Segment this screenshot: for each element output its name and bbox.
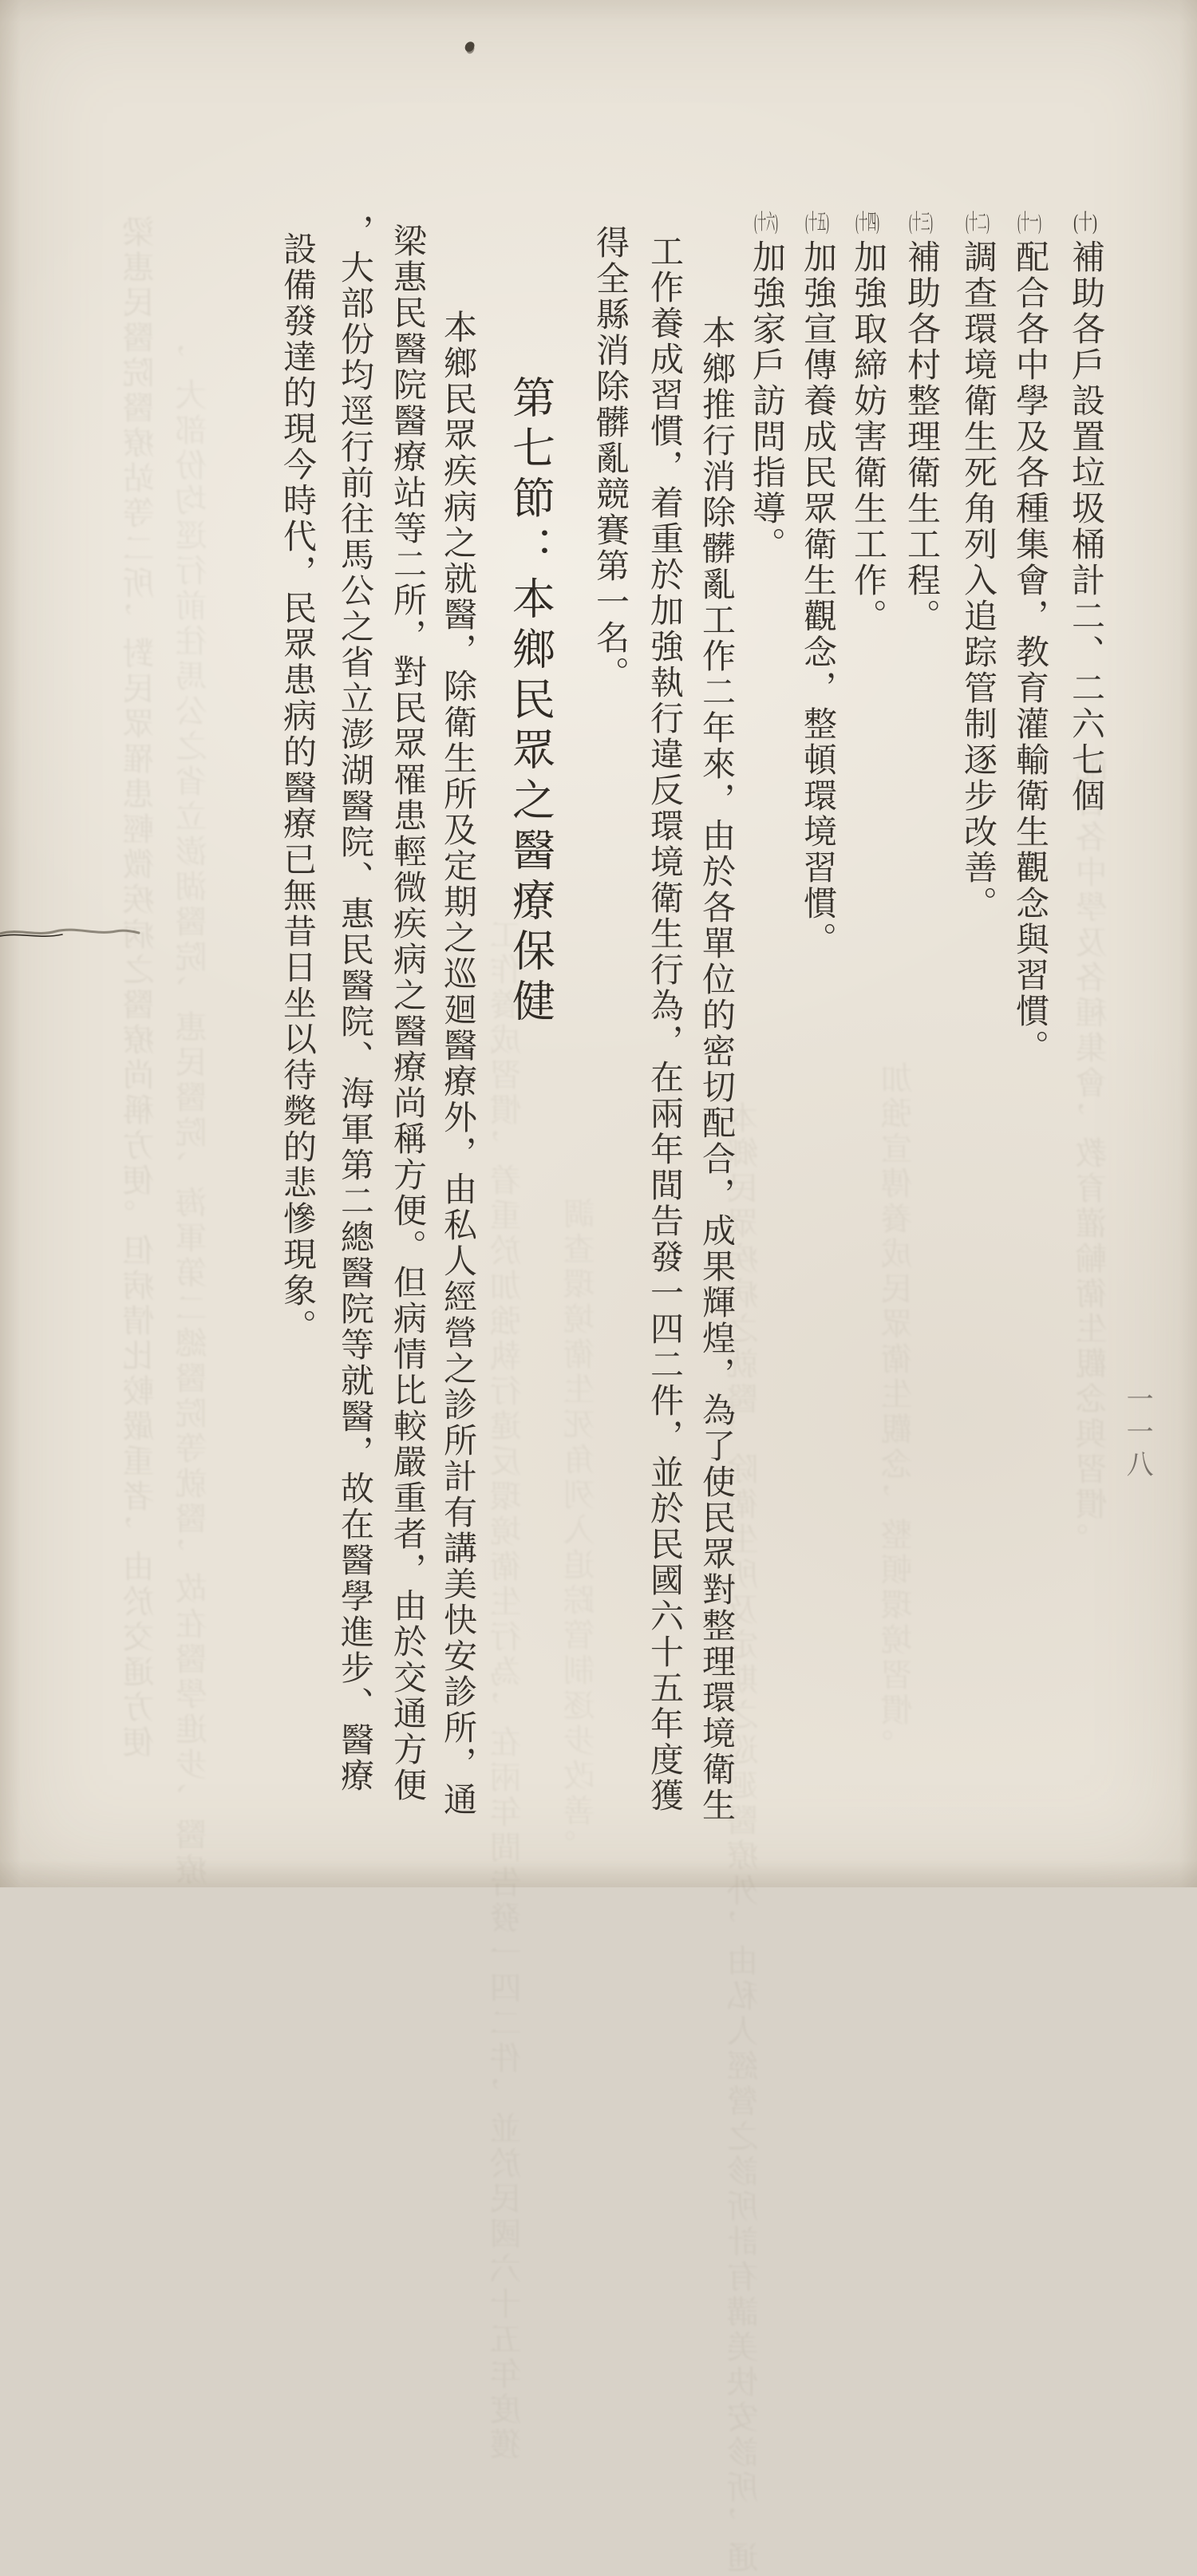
item-text: 配合各中學及各種集會，教育灌輸衛生觀念與習慣。 xyxy=(1011,239,1049,1065)
item-number: (十六) xyxy=(754,211,778,233)
item-text: 調查環境衛生死角列入追踪管制逐步改善。 xyxy=(959,239,997,922)
list-item-13 xyxy=(902,211,939,634)
list-item-12 xyxy=(958,211,996,922)
item-text: 加強取締妨害衛生工作。 xyxy=(849,239,887,634)
show-through-column: 本鄉民眾疾病之就醫，除衛生所及定期之巡廻醫療外，由私人經營之診所計有講美快安診所，通 xyxy=(727,1101,763,2576)
list-item-15 xyxy=(798,211,836,958)
item-number: (十五) xyxy=(805,211,829,233)
list-item-14 xyxy=(848,211,886,634)
paragraph1-line-2: 工作養成習慣，着重於加強執行違反環境衛生行為，在兩年間告發一四二件，並於民國六十五年度獲 xyxy=(646,234,683,1814)
show-through-column: 梁惠民醫院醫療站等二所，對民眾罹患輕微疾病之醫療尚稱方便。但病情比較嚴重者，由於交通方便 xyxy=(123,215,159,1760)
show-through-column: ，大部份均逕行前往馬公之省立澎湖醫院、惠民醫院、海軍第二總醫院等就醫，故在醫學進步、醫療 xyxy=(176,343,211,1888)
paper-tear xyxy=(0,916,140,950)
paragraph1-line-1: 本鄉推行消除髒亂工作二年來，由於各單位的密切配合，成果輝煌，為了使民眾對整理環境衛生 xyxy=(697,315,735,1823)
paragraph2-line-1: 本鄉民眾疾病之就醫，除衛生所及定期之巡廻醫療外，由私人經營之診所計有講美快安診所，通 xyxy=(439,310,476,1818)
item-text: 補助各村整理衛生工程。 xyxy=(903,239,940,634)
page-number: 一一八 xyxy=(1122,1385,1152,1483)
item-number: (十) xyxy=(1073,211,1097,233)
show-through-column: 工作養成習慣，着重於加強執行違反環境衛生行為，在兩年間告發一四二件，並於民國六十五年度獲 xyxy=(490,918,526,2463)
item-text: 補助各戶設置垃圾桶計二、二六七個 xyxy=(1067,239,1104,814)
item-number: (十一) xyxy=(1017,211,1041,233)
paragraph1-line-3: 得全縣消除髒亂競賽第一名。 xyxy=(591,225,629,692)
show-through-column: 調查環境衛生死角列入追踪管制逐步改善。 xyxy=(563,1197,599,1864)
item-text: 加強宣傳養成民眾衛生觀念，整頓環境習慣。 xyxy=(799,239,836,958)
list-item-16 xyxy=(747,211,784,563)
list-item-10 xyxy=(1066,211,1104,814)
item-number: (十三) xyxy=(909,211,933,233)
show-through-column: 加強宣傳養成民眾衛生觀念，整頓環境習慣。 xyxy=(881,1061,917,1764)
ink-speck xyxy=(464,41,475,53)
show-through-column: 配合各中學及各種集會，教育灌輸衛生觀念與習慣。 xyxy=(1076,750,1112,1558)
item-text: 加強家戶訪問指導。 xyxy=(748,239,785,563)
section-heading: 第七節：本鄉民眾之醫療保健 xyxy=(506,375,555,1029)
paragraph2-line-4: 設備發達的現今時代，民眾患病的醫療已無昔日坐以待斃的悲慘現象。 xyxy=(279,231,316,1345)
list-item-11 xyxy=(1010,211,1048,1065)
paragraph2-line-3: ，大部份均逕行前往馬公之省立澎湖醫院、惠民醫院、海軍第二總醫院等就醫，故在醫學進步、醫療 xyxy=(336,214,373,1794)
paragraph2-line-2: 梁惠民醫院醫療站等二所，對民眾罹患輕微疾病之醫療尚稱方便。但病情比較嚴重者，由於交通方便 xyxy=(389,223,426,1804)
item-number: (十二) xyxy=(966,211,990,233)
item-number: (十四) xyxy=(855,211,879,233)
